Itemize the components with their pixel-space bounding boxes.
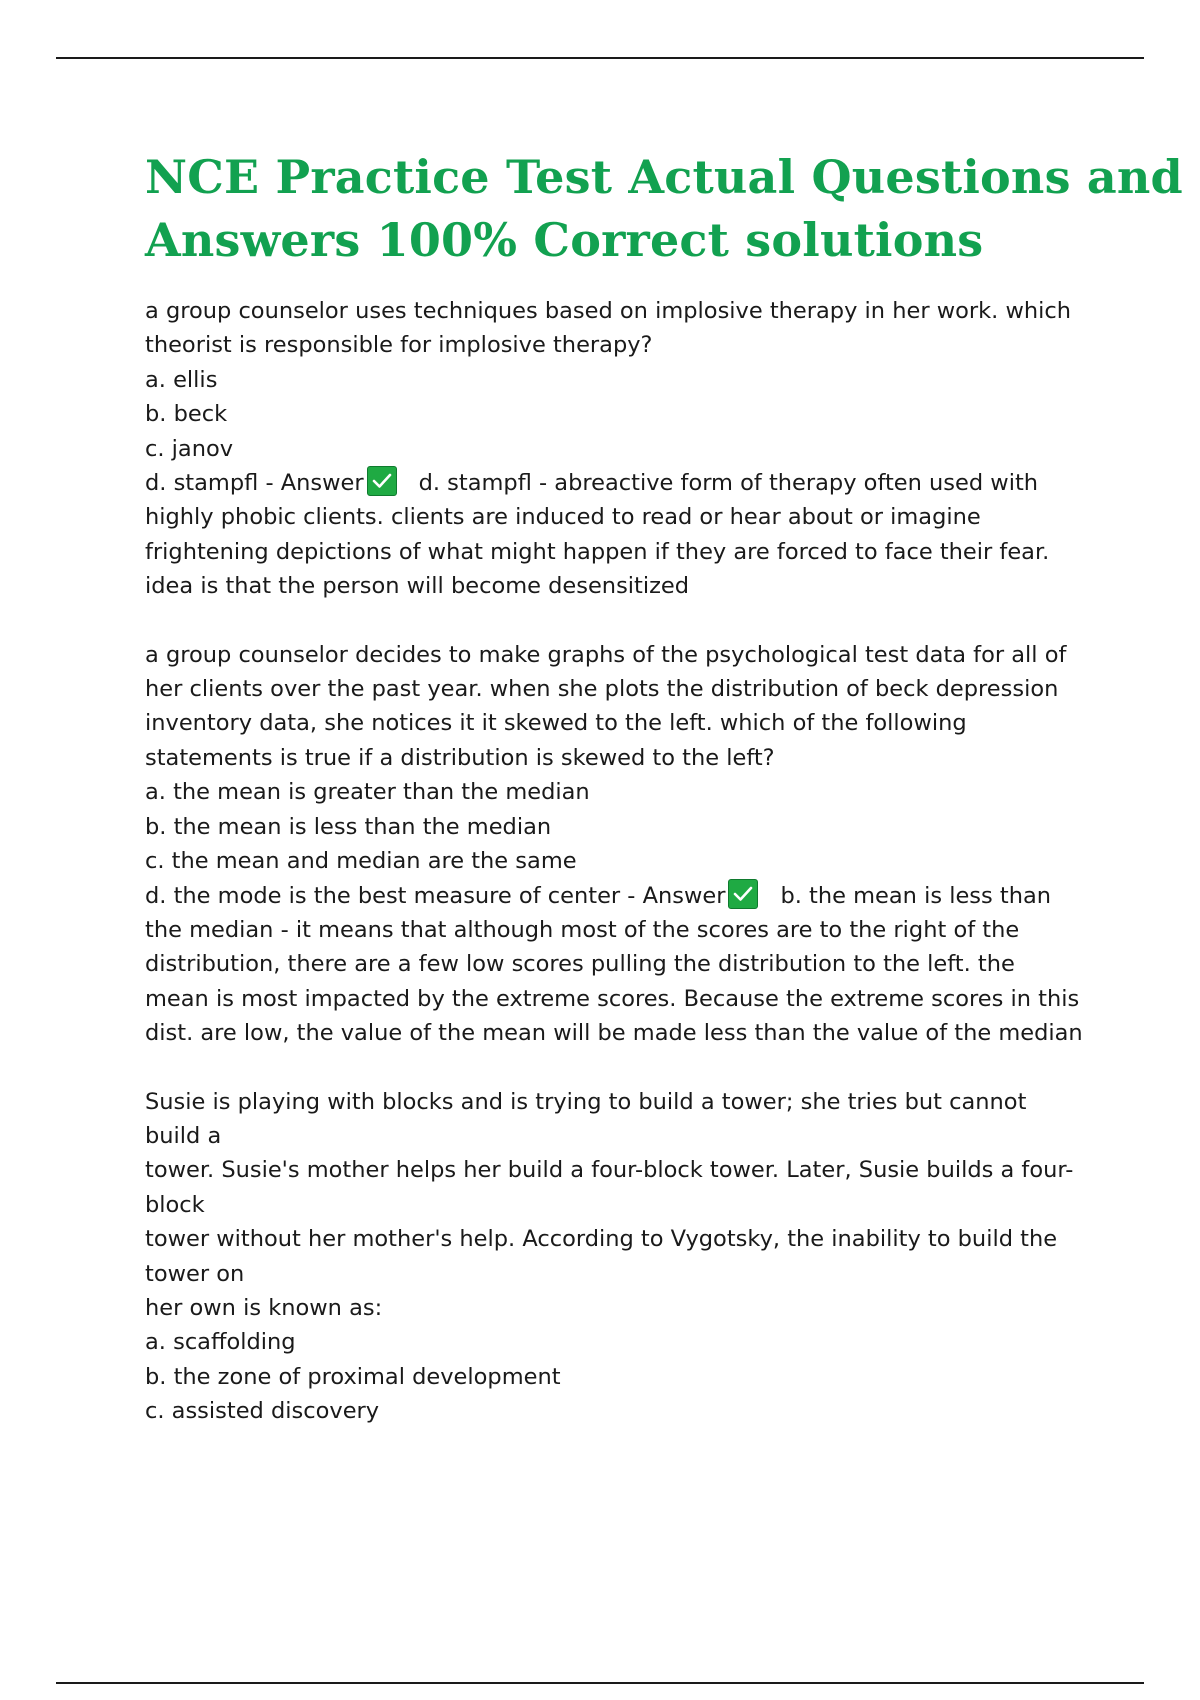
question-prompt-line: inventory data, she notices it it skewed to the left. which of the following	[145, 710, 967, 737]
question-prompt-line: her own is known as:	[145, 1294, 383, 1321]
option-b: b. the mean is less than the median	[145, 813, 552, 840]
answer-explanation-line: mean is most impacted by the extreme scores. Because the extreme scores in this	[145, 985, 1080, 1012]
question-prompt-line: theorist is responsible for implosive therapy?	[145, 332, 653, 359]
question-3	[145, 1085, 1090, 1429]
answer-explanation-line: dist. are low, the value of the mean will be made less than the value of the median	[145, 1020, 1083, 1047]
question-1	[145, 294, 1090, 604]
document-title	[145, 146, 1183, 272]
question-prompt-line: a group counselor uses techniques based on implosive therapy in her work. which	[145, 298, 1072, 324]
option-c: c. the mean and median are the same	[145, 848, 577, 875]
answer-explanation-line: idea is that the person will become desensitized	[145, 573, 690, 600]
option-c: c. janov	[145, 435, 234, 462]
answer-explanation-line: distribution, there are a few low scores pulling the distribution to the left. the	[145, 951, 1015, 978]
answer-explanation-line: frightening depictions of what might happen if they are forced to face their fear.	[145, 538, 1050, 565]
option-a: a. ellis	[145, 366, 218, 393]
question-prompt-line: statements is true if a distribution is skewed to the left?	[145, 744, 775, 771]
option-a: a. the mean is greater than the median	[145, 779, 590, 806]
question-prompt-line: Susie is playing with blocks and is trying to build a tower; she tries but cannot	[145, 1088, 1027, 1115]
question-prompt-line: a group counselor decides to make graphs of the psychological test data for all of	[145, 641, 1067, 668]
title-line-1: NCE Practice Test Actual Questions and	[145, 150, 1183, 204]
answer-line	[145, 879, 1090, 913]
title-line-2: Answers 100% Correct solutions	[145, 213, 984, 267]
answer-explanation-line: highly phobic clients. clients are induced to read or hear about or imagine	[145, 504, 981, 531]
option-d-answer-prefix: d. the mode is the best measure of center - Answer	[145, 882, 726, 909]
bottom-rule	[56, 1682, 1144, 1684]
top-rule	[56, 57, 1144, 59]
question-prompt-line: tower on	[145, 1260, 245, 1287]
option-d-answer-prefix: d. stampfl - Answer	[145, 470, 364, 497]
option-c: c. assisted discovery	[145, 1398, 380, 1425]
answer-text: b. the mean is less than	[780, 882, 1052, 909]
question-prompt-line: tower. Susie's mother helps her build a four-block tower. Later, Susie builds a four-	[145, 1157, 1074, 1184]
answer-line	[145, 466, 1090, 500]
answer-explanation-line: the median - it means that although most of the scores are to the right of the	[145, 916, 1020, 943]
answer-text: d. stampfl - abreactive form of therapy often used with	[418, 470, 1039, 497]
question-prompt-line: tower without her mother's help. According to Vygotsky, the inability to build the	[145, 1226, 1058, 1253]
check-mark-icon	[367, 466, 397, 496]
option-a: a. scaffolding	[145, 1329, 296, 1356]
question-prompt-line: block	[145, 1191, 205, 1218]
question-prompt-line: build a	[145, 1122, 222, 1149]
question-2	[145, 638, 1090, 1051]
document-body	[145, 146, 1183, 1429]
check-mark-icon	[728, 879, 758, 909]
option-b: b. beck	[145, 401, 228, 428]
option-b: b. the zone of proximal development	[145, 1363, 561, 1390]
question-prompt-line: her clients over the past year. when she plots the distribution of beck depression	[145, 676, 1059, 703]
